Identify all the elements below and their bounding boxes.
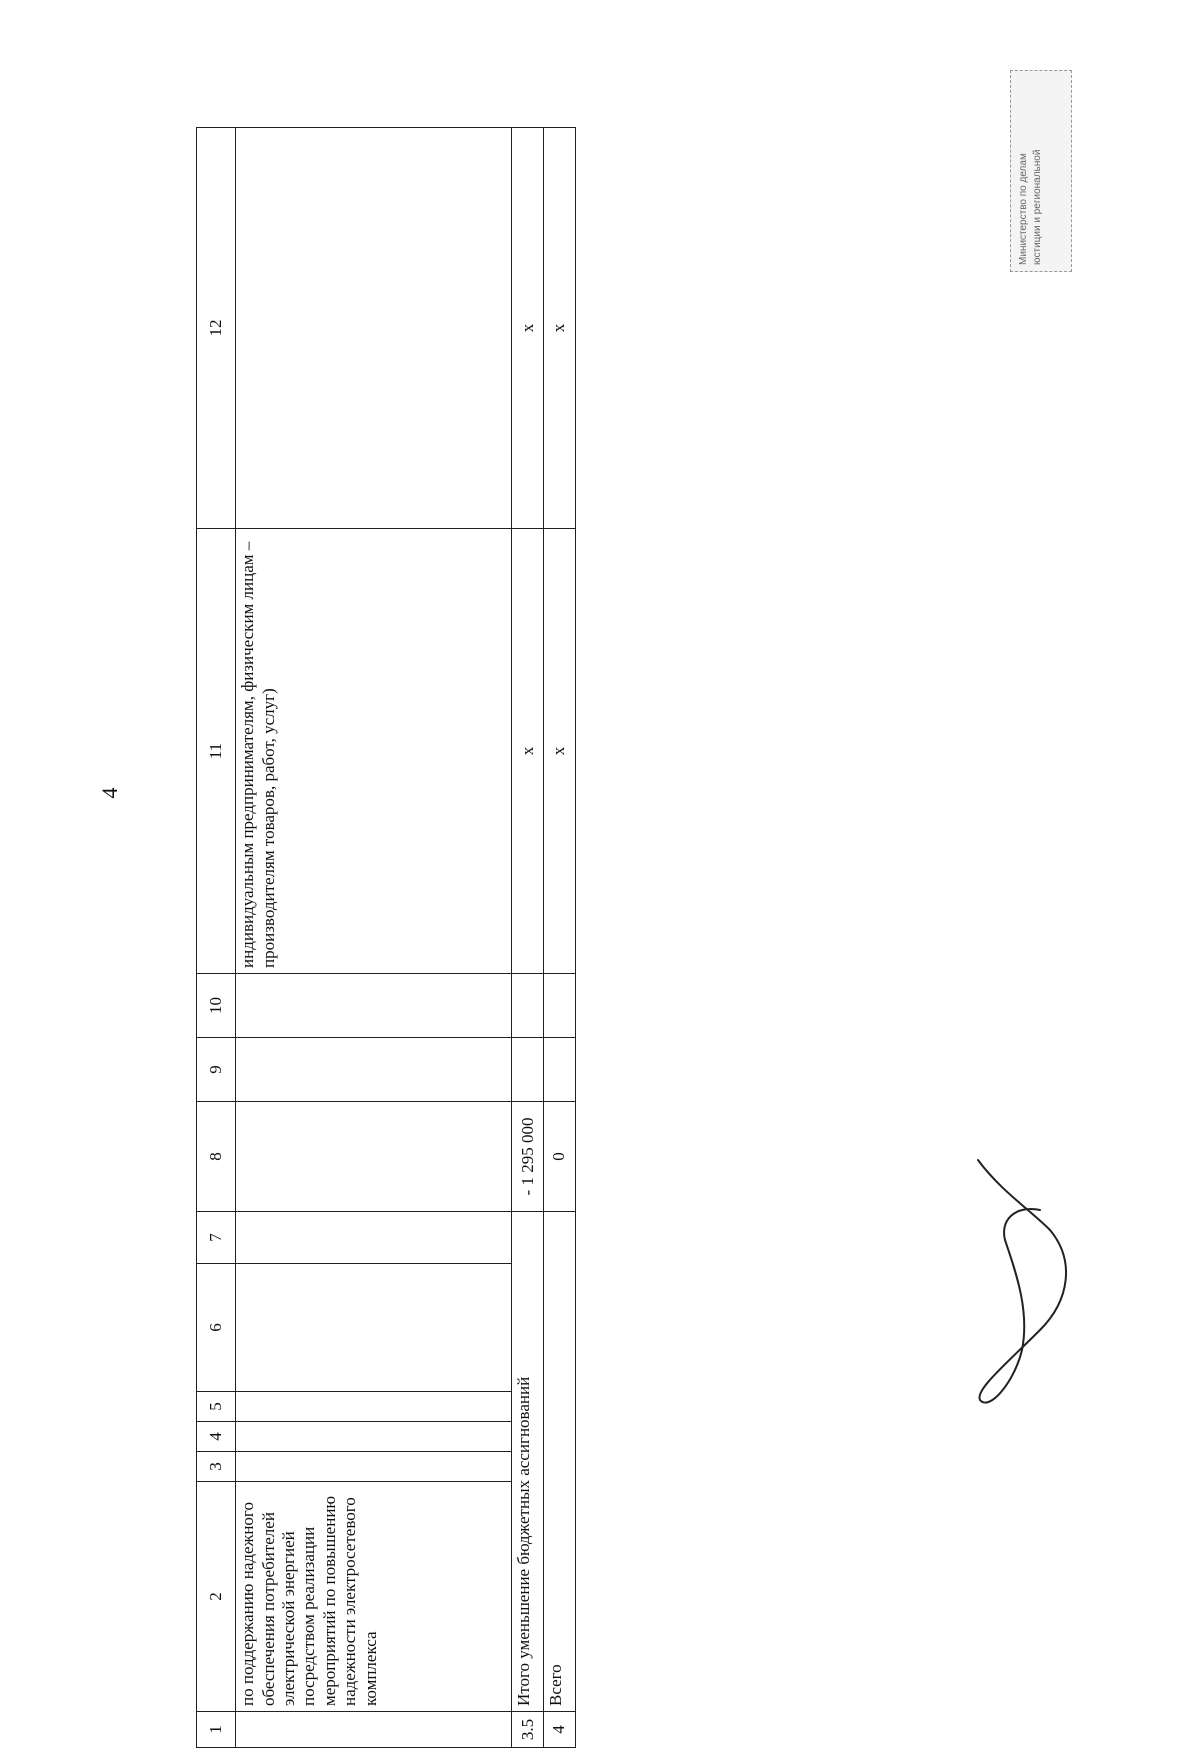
stamp-line-1: Министерство по делам [1018, 153, 1029, 265]
purpose-cell: по поддержанию надежного обеспечения потребителей электрической энергией посредством реализации мероприятий по повышению надежности электросетевого комплекса [236, 1482, 512, 1712]
cell-11: х [512, 529, 544, 974]
table-header-row [197, 128, 236, 1748]
cell-3 [236, 1452, 512, 1482]
row-label: Итого уменьшение бюджетных ассигнований [512, 1212, 544, 1712]
table-row-description [236, 128, 512, 1748]
cell-4 [236, 1422, 512, 1452]
amount-cell: 0 [544, 1102, 576, 1212]
header-cell-1: 1 [197, 1712, 236, 1748]
header-cell-10: 10 [197, 974, 236, 1038]
row-label: Всего [544, 1212, 576, 1712]
cell-12: х [512, 128, 544, 529]
header-cell-7: 7 [197, 1212, 236, 1264]
cell-7 [236, 1212, 512, 1264]
handwritten-signature [960, 1150, 1080, 1410]
row-number: 3.5 [512, 1712, 544, 1748]
row-number: 4 [544, 1712, 576, 1748]
header-cell-4: 4 [197, 1422, 236, 1452]
header-cell-6: 6 [197, 1264, 236, 1392]
header-cell-9: 9 [197, 1038, 236, 1102]
cell-8 [236, 1102, 512, 1212]
header-cell-8: 8 [197, 1102, 236, 1212]
cell-9 [512, 1038, 544, 1102]
cell-5 [236, 1392, 512, 1422]
cell-10 [512, 974, 544, 1038]
header-cell-12: 12 [197, 128, 236, 529]
cell-9 [544, 1038, 576, 1102]
row-num-cell [236, 1712, 512, 1748]
cell-12: х [544, 128, 576, 529]
recipients-cell: индивидуальным предпринимателям, физическим лицам – производителям товаров, работ, услуг) [236, 529, 512, 974]
header-cell-5: 5 [197, 1392, 236, 1422]
cell-9 [236, 1038, 512, 1102]
cell-10 [236, 974, 512, 1038]
cell-12 [236, 128, 512, 529]
cell-10 [544, 974, 576, 1038]
stamp-text [1011, 71, 1071, 271]
amount-cell: - 1 295 000 [512, 1102, 544, 1212]
cell-11: х [544, 529, 576, 974]
header-cell-3: 3 [197, 1452, 236, 1482]
table-row-total-decrease [512, 128, 544, 1748]
header-cell-11: 11 [197, 529, 236, 974]
header-cell-2: 2 [197, 1482, 236, 1712]
ministry-stamp [1010, 70, 1072, 272]
table-row-grand-total [544, 128, 576, 1748]
page-number: 4 [97, 787, 122, 799]
stamp-line-2: юстиции и региональной [1032, 149, 1043, 265]
cell-6 [236, 1264, 512, 1392]
budget-table [196, 127, 576, 1748]
